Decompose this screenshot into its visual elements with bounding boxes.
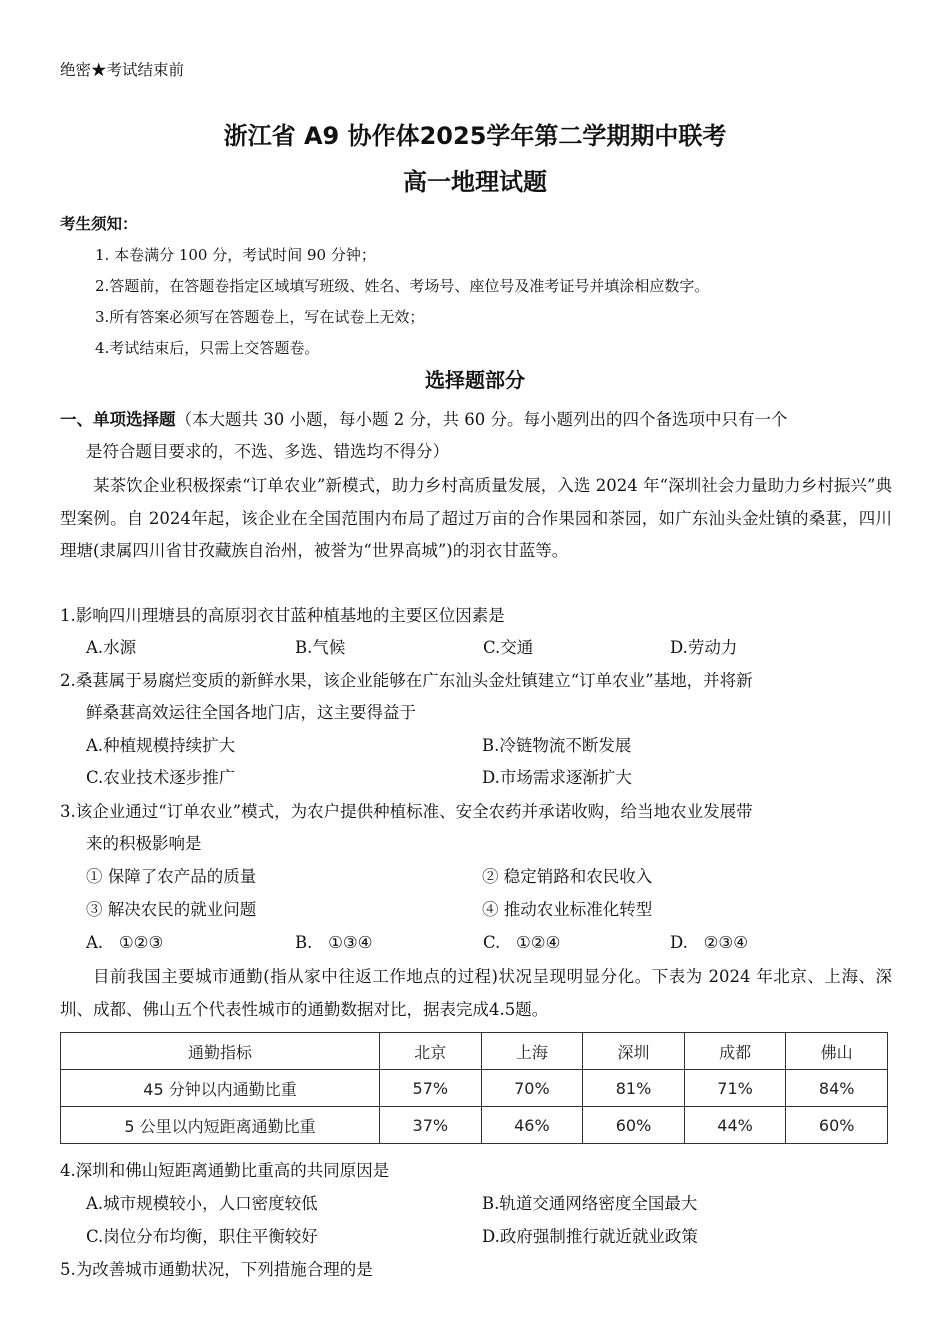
part1-desc-cont: 是符合题目要求的，不选、多选、错选均不得分）: [86, 442, 449, 461]
notice-item-3: 3.所有答案必须写在答题卷上，写在试卷上无效；: [95, 308, 425, 326]
table-cell: 57%: [380, 1070, 482, 1107]
question-1-stem: 1.影响四川理塘县的高原羽衣甘蓝种植基地的主要区位因素是: [60, 606, 505, 625]
section-title: 选择题部分: [425, 368, 525, 392]
question-3-stem: 3.该企业通过“订单农业”模式，为农户提供种植标准、安全农药并承诺收购，给当地农业发展带: [60, 802, 753, 821]
notice-item-1: 1. 本卷满分 100 分，考试时间 90 分钟；: [95, 246, 376, 264]
commute-data-table: [60, 1032, 888, 1144]
question-2-stem: 2.桑葚属于易腐烂变质的新鲜水果，该企业能够在广东汕头金灶镇建立“订单农业”基地，并将新: [60, 671, 753, 690]
part1-label: 一、单项选择题: [60, 410, 176, 429]
question-5-stem: 5.为改善城市通勤状况，下列措施合理的是: [60, 1260, 373, 1279]
q3-option-d: D. ②③④: [670, 933, 748, 952]
q3-statement-3: ③ 解决农民的就业问题: [86, 900, 257, 919]
confidential-label: 绝密★考试结束前: [60, 61, 185, 79]
part1-heading: [60, 408, 787, 432]
q3-statement-2: ② 稳定销路和农民收入: [482, 867, 653, 886]
table-header-cell: 上海: [481, 1033, 583, 1070]
exam-subtitle: 高一地理试题: [403, 168, 547, 196]
notice-item-2: 2.答题前，在答题卷指定区域填写班级、姓名、考场号、座位号及准考证号并填涂相应数字。: [95, 277, 710, 295]
q4-option-d: D.政府强制推行就近就业政策: [482, 1227, 698, 1246]
table-cell: 60%: [786, 1107, 888, 1144]
q1-option-a: A.水源: [86, 638, 137, 657]
table-header-row: [61, 1033, 888, 1070]
q2-option-b: B.冷链物流不断发展: [482, 736, 632, 755]
q3-statement-1: ① 保障了农产品的质量: [86, 867, 257, 886]
question-2-stem-cont: 鲜桑葚高效运往全国各地门店，这主要得益于: [86, 703, 416, 722]
q1-option-c: C.交通: [483, 638, 534, 657]
exam-title: 浙江省 A9 协作体2025学年第二学期期中联考: [223, 122, 727, 150]
table-header-cell: 深圳: [583, 1033, 685, 1070]
notice-heading: 考生须知：: [60, 215, 138, 233]
q3-option-c: C. ①②④: [483, 933, 561, 952]
question-4-stem: 4.深圳和佛山短距离通勤比重高的共同原因是: [60, 1161, 390, 1180]
passage-1: 某茶饮企业积极探索“订单农业”新模式，助力乡村高质量发展，入选 2024 年“深圳社会力量助力乡村振兴”典型案例。自 2024年起，该企业在全国范围内布局了超过万亩的合作果园和茶园，如广东汕头金灶镇的桑葚，四川理塘(隶属四川省甘孜藏族自治州，被誉为“世界高城”)的羽衣甘蓝等。: [60, 476, 892, 560]
q3-option-b: B. ①③④: [295, 933, 373, 952]
q4-option-b: B.轨道交通网络密度全国最大: [482, 1194, 698, 1213]
q4-option-a: A.城市规模较小，人口密度较低: [86, 1194, 318, 1213]
part1-desc: （本大题共 30 小题，每小题 2 分，共 60 分。每小题列出的四个备选项中只有一个: [175, 410, 788, 429]
q1-option-d: D.劳动力: [670, 638, 738, 657]
q3-statement-4: ④ 推动农业标准化转型: [482, 900, 653, 919]
passage-2: 目前我国主要城市通勤(指从家中往返工作地点的过程)状况呈现明显分化。下表为 2024 年北京、上海、深圳、成都、佛山五个代表性城市的通勤数据对比，据表完成4.5题。: [60, 967, 892, 1019]
table-header-cell: 成都: [684, 1033, 786, 1070]
table-cell: 44%: [684, 1107, 786, 1144]
table-cell: 81%: [583, 1070, 685, 1107]
table-header-cell: 北京: [380, 1033, 482, 1070]
q2-option-d: D.市场需求逐渐扩大: [482, 768, 632, 787]
table-cell: 71%: [684, 1070, 786, 1107]
table-cell: 46%: [481, 1107, 583, 1144]
question-3-stem-cont: 来的积极影响是: [86, 834, 202, 853]
table-cell: 37%: [380, 1107, 482, 1144]
table-row: [61, 1070, 888, 1107]
table-cell: 84%: [786, 1070, 888, 1107]
table-header-cell: 佛山: [786, 1033, 888, 1070]
q4-option-c: C.岗位分布均衡，职住平衡较好: [86, 1227, 318, 1246]
table-cell: 45 分钟以内通勤比重: [61, 1070, 380, 1107]
table-cell: 70%: [481, 1070, 583, 1107]
table-row: [61, 1107, 888, 1144]
notice-item-4: 4.考试结束后，只需上交答题卷。: [95, 339, 320, 357]
q2-option-a: A.种植规模持续扩大: [86, 736, 236, 755]
table-header-cell: 通勤指标: [61, 1033, 380, 1070]
q1-option-b: B.气候: [295, 638, 346, 657]
table-cell: 60%: [583, 1107, 685, 1144]
q2-option-c: C.农业技术逐步推广: [86, 768, 236, 787]
q3-option-a: A. ①②③: [86, 933, 164, 952]
table-cell: 5 公里以内短距离通勤比重: [61, 1107, 380, 1144]
